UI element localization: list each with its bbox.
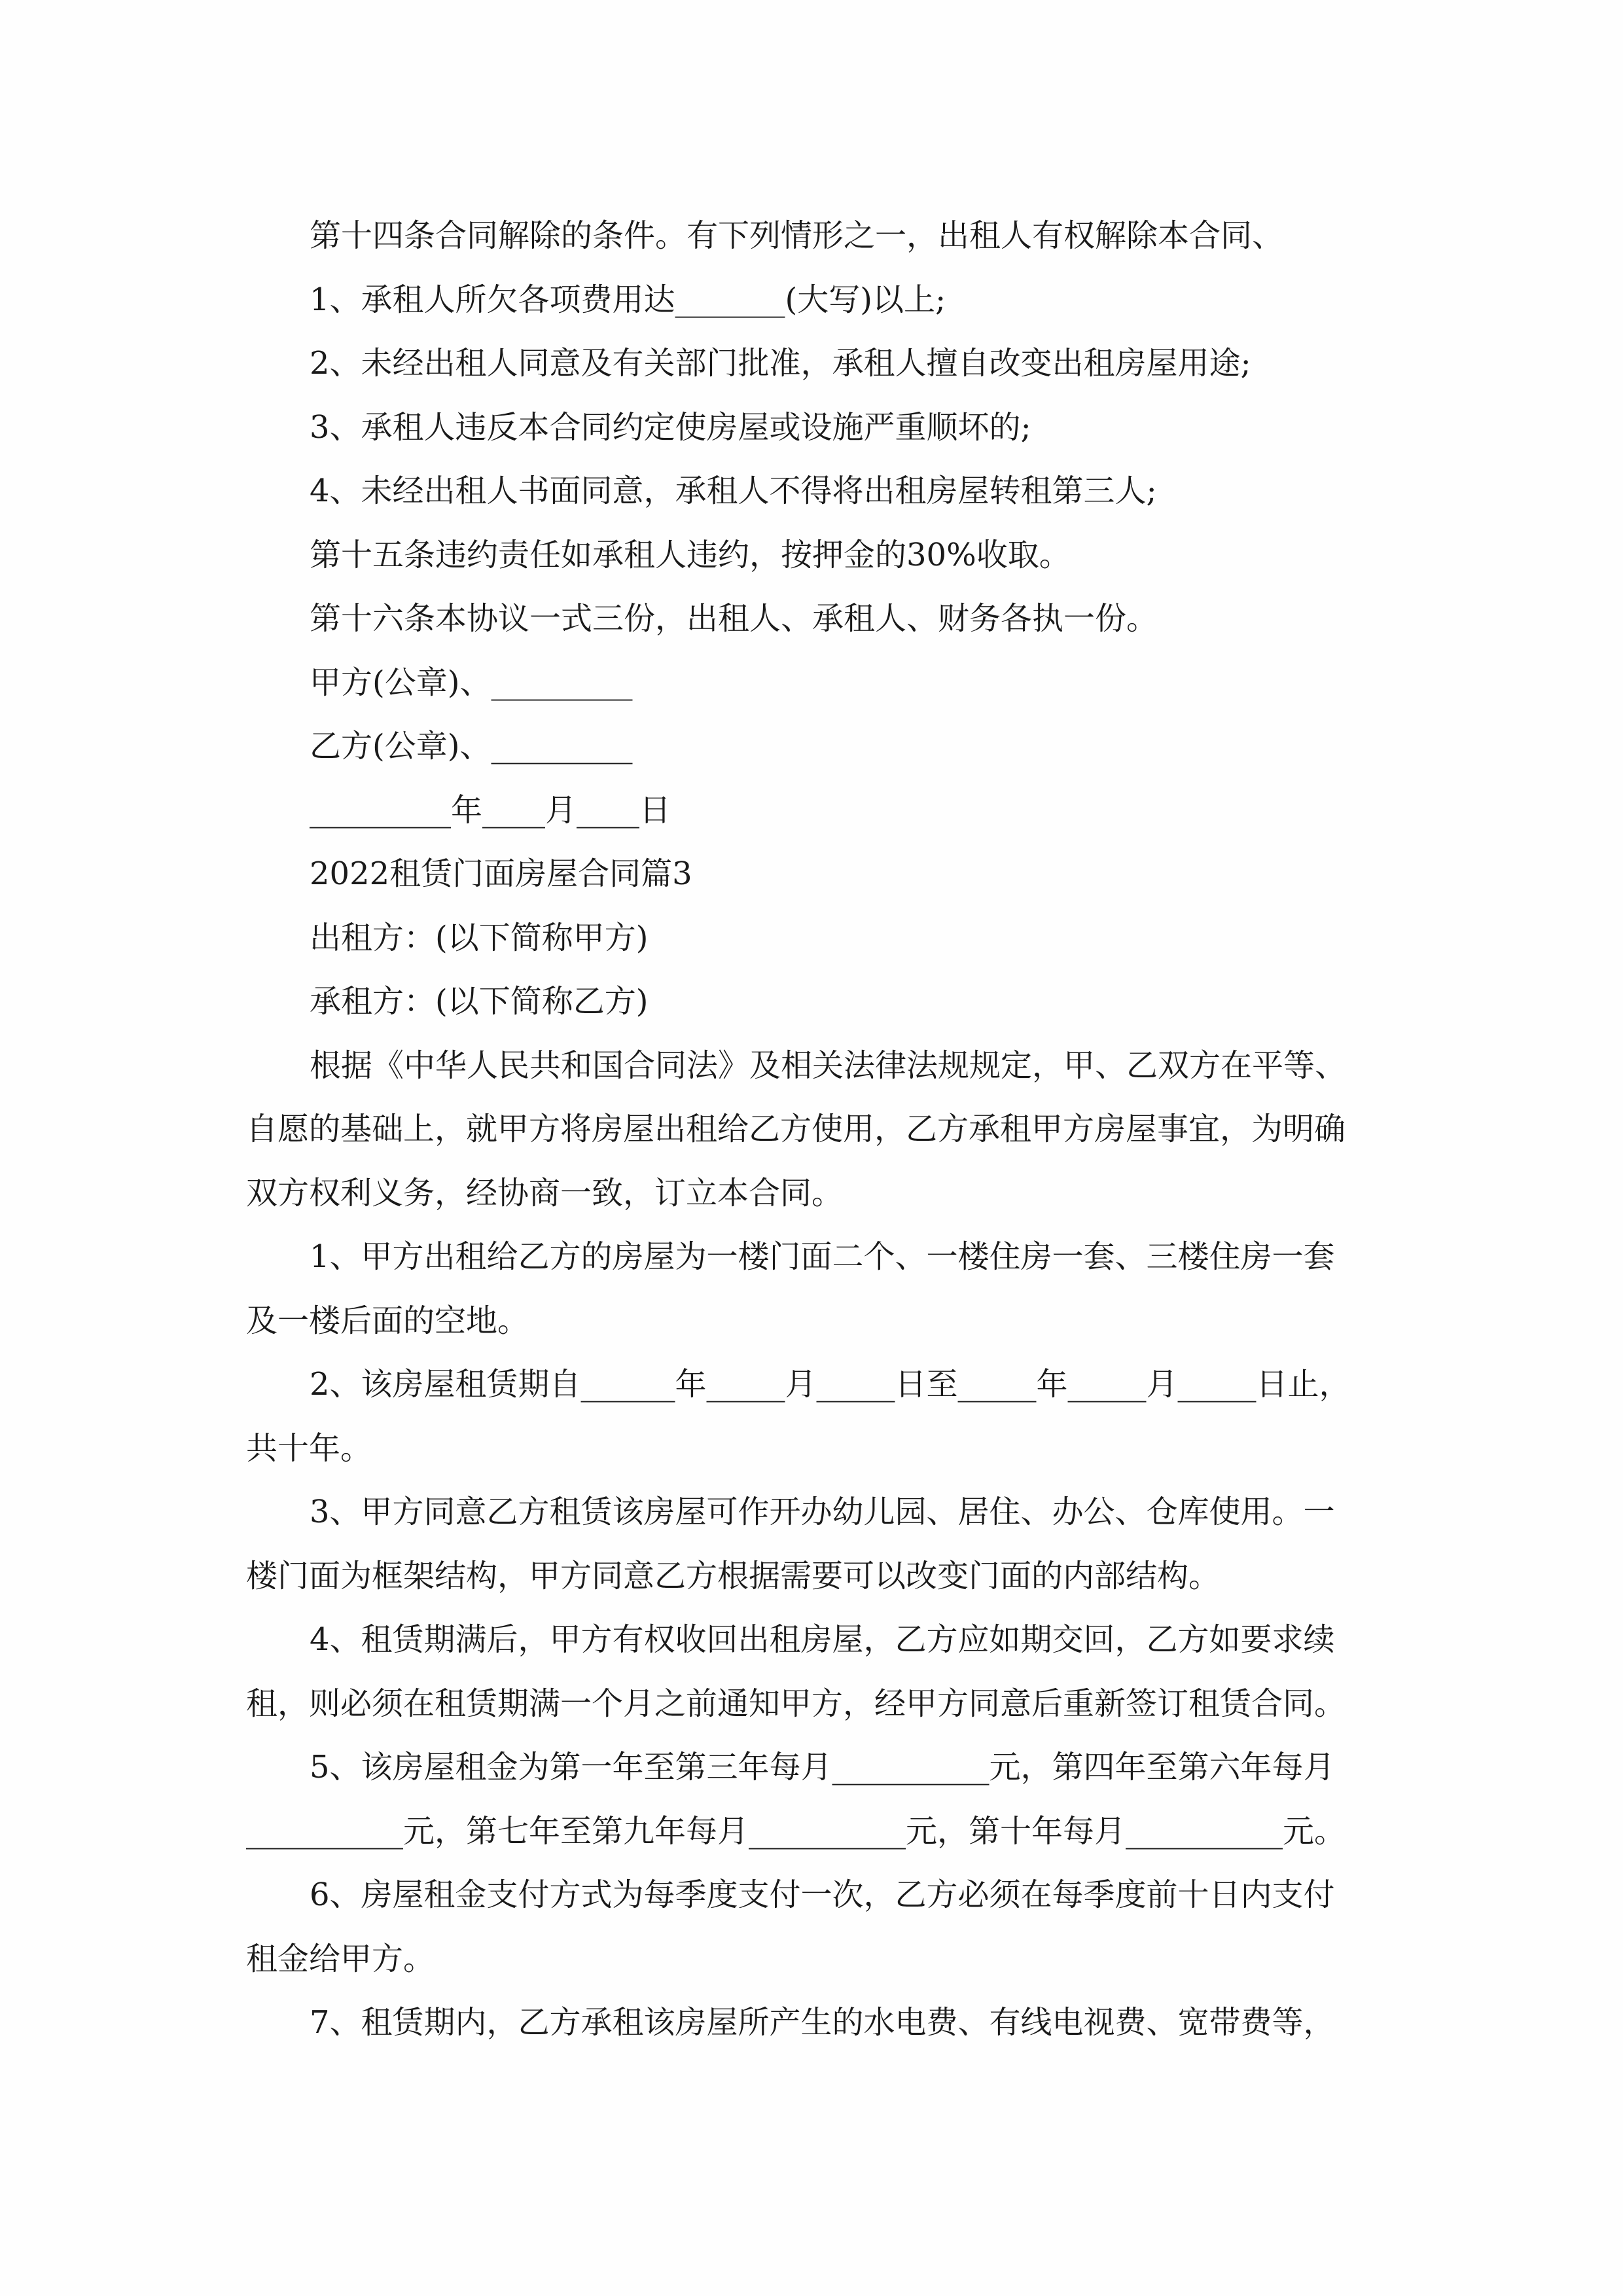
clause-16: 第十六条本协议一式三份，出租人、承租人、财务各执一份。 [310, 600, 1158, 637]
party-b-seal-line: 乙方(公章)、_________ [310, 728, 633, 764]
date-line: _________年____月____日 [310, 791, 671, 829]
article-4-line-2: 租，则必须在租赁期满一个月之前通知甲方，经甲方同意后重新签订租赁合同。 [246, 1685, 1346, 1722]
article-2-line-2: 共十年。 [246, 1429, 372, 1467]
article-6-line-2: 租金给甲方。 [246, 1940, 435, 1977]
preamble-line-3: 双方权利义务，经协商一致，订立本合同。 [246, 1174, 844, 1211]
article-3-line-2: 楼门面为框架结构，甲方同意乙方根据需要可以改变门面的内部结构。 [246, 1557, 1221, 1594]
article-3-line-1: 3、甲方同意乙方租赁该房屋可作开办幼儿园、居住、办公、仓库使用。一 [310, 1494, 1335, 1530]
preamble-line-2: 自愿的基础上，就甲方将房屋出租给乙方使用，乙方承租甲方房屋事宜，为明确 [246, 1111, 1346, 1147]
document-body [246, 204, 1391, 2055]
party-a-seal-line: 甲方(公章)、_________ [310, 664, 633, 701]
article-4-line-1: 4、租赁期满后，甲方有权收回出租房屋，乙方应如期交回，乙方如要求续 [310, 1621, 1335, 1658]
clause-14-item-4: 4、未经出租人书面同意，承租人不得将出租房屋转租第三人; [310, 473, 1157, 509]
article-1-line-1: 1、甲方出租给乙方的房屋为一楼门面二个、一楼住房一套、三楼住房一套 [310, 1238, 1335, 1275]
lessee-line: 承租方：(以下简称乙方) [310, 983, 649, 1020]
article-2-line-1: 2、该房屋租赁期自______年_____月_____日至_____年_____月_____日止， [310, 1366, 1351, 1403]
clause-14-heading: 第十四条合同解除的条件。有下列情形之一，出租人有权解除本合同、 [310, 217, 1284, 254]
clause-14-item-1: 1、承租人所欠各项费用达_______(大写)以上; [310, 281, 946, 318]
preamble-line-1: 根据《中华人民共和国合同法》及相关法律法规规定，甲、乙双方在平等、 [310, 1047, 1347, 1084]
clause-14-item-3: 3、承租人违反本合同约定使房屋或设施严重顺坏的; [310, 408, 1031, 446]
article-6-line-1: 6、房屋租金支付方式为每季度支付一次，乙方必须在每季度前十日内支付 [310, 1876, 1335, 1913]
article-7-line-1: 7、租赁期内，乙方承租该房屋所产生的水电费、有线电视费、宽带费等， [310, 2004, 1335, 2041]
clause-14-item-2: 2、未经出租人同意及有关部门批准，承租人擅自改变出租房屋用途; [310, 345, 1251, 382]
article-5-line-2: __________元，第七年至第九年每月__________元，第十年每月__________元。 [246, 1812, 1346, 1850]
clause-15: 第十五条违约责任如承租人违约，按押金的30%收取。 [310, 536, 1071, 573]
section-title: 2022租赁门面房屋合同篇3 [310, 855, 692, 892]
article-5-line-1: 5、该房屋租金为第一年至第三年每月__________元，第四年至第六年每月 [310, 1749, 1335, 1785]
lessor-line: 出租方：(以下简称甲方) [310, 919, 649, 956]
article-1-line-2: 及一楼后面的空地。 [246, 1302, 529, 1339]
